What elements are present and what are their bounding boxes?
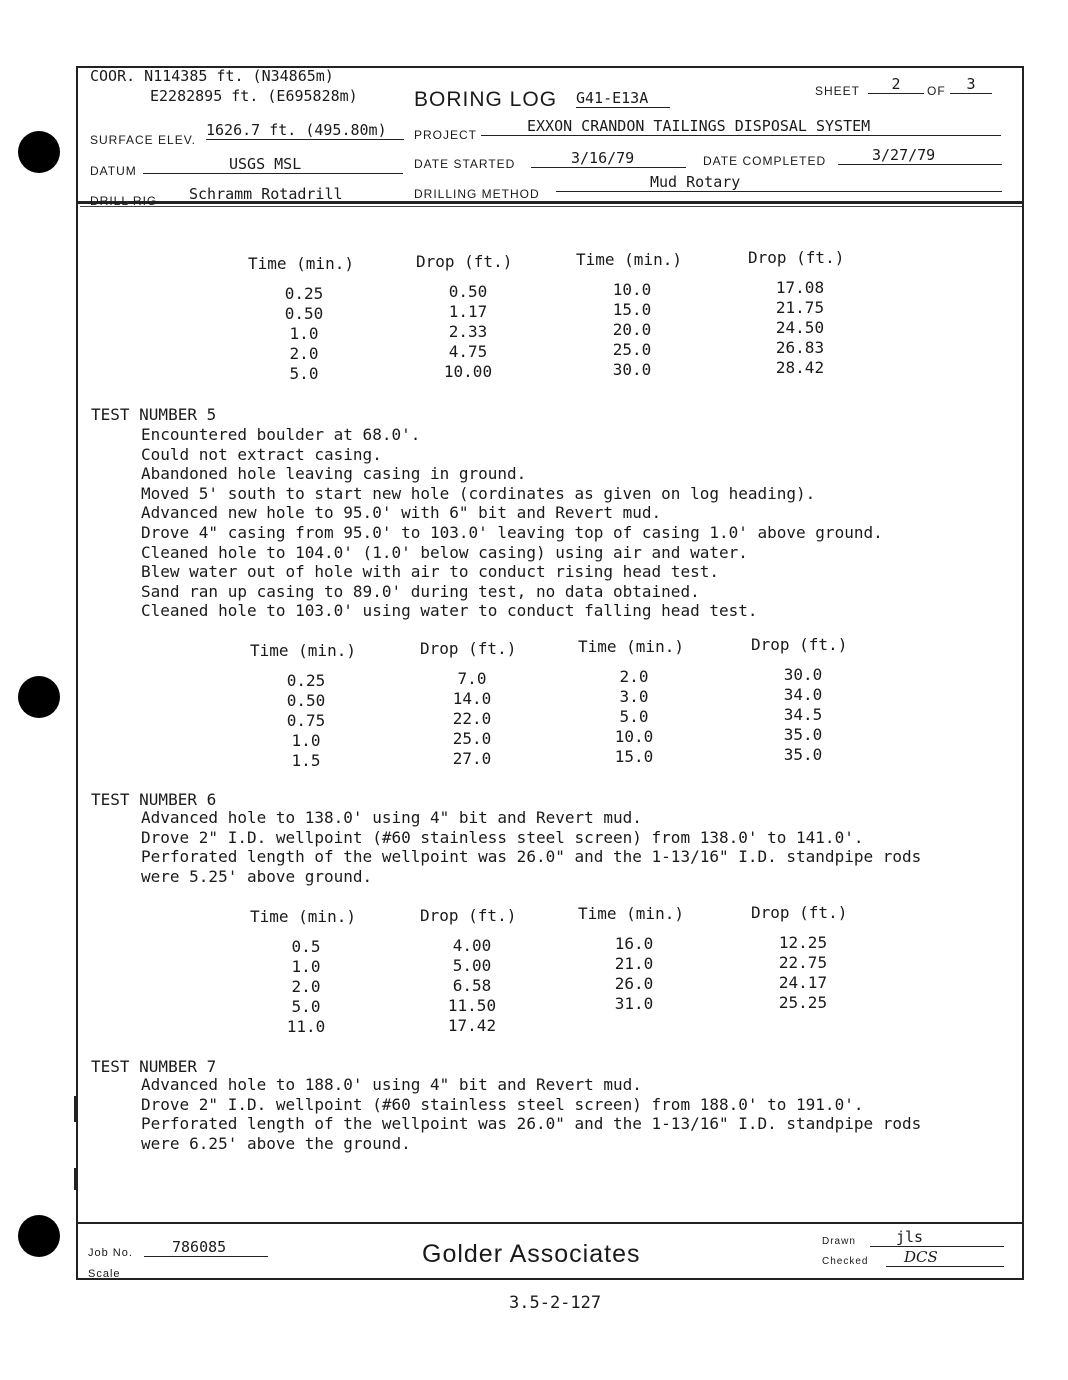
test5-line: Cleaned hole to 103.0' using water to conduct falling head test.	[141, 601, 758, 621]
table6-cell: 22.75	[778, 953, 828, 972]
surface-elev-label: SURFACE ELEV.	[90, 133, 196, 147]
table4-cell: 0.50	[448, 282, 488, 301]
table4-cell: 26.83	[775, 338, 825, 357]
table5-drop-col2	[751, 635, 855, 765]
table4-cell: 21.75	[775, 298, 825, 317]
table4-cell: 2.0	[289, 344, 319, 363]
table6-cell: 0.5	[291, 937, 321, 956]
table4-cell: 0.50	[284, 304, 324, 323]
table4-cell: 25.0	[612, 340, 652, 359]
boring-id: G41-E13A	[576, 89, 670, 108]
table4-time-header2: Time (min.)	[576, 250, 682, 269]
table6-cell: 11.0	[286, 1017, 326, 1036]
binder-hole-middle	[18, 676, 60, 718]
coordinates-east: E2282895 ft. (E695828m)	[150, 87, 358, 105]
scale-value-line	[130, 1278, 270, 1279]
table5-cell: 14.0	[452, 689, 492, 708]
sheet-total: 3	[950, 75, 992, 94]
table6-cell: 21.0	[614, 954, 654, 973]
datum-value: USGS MSL	[143, 155, 403, 174]
table4-time-col2	[576, 250, 688, 380]
test5-line: Sand ran up casing to 89.0' during test, no data obtained.	[141, 581, 700, 601]
checked-value: DCS	[886, 1248, 1004, 1267]
table5-time-col2	[578, 637, 690, 767]
table4-drop-col2	[748, 248, 852, 378]
table6-cell: 11.50	[447, 996, 497, 1015]
table6-cell: 4.00	[452, 936, 492, 955]
table5-cell: 7.0	[457, 669, 487, 688]
test5-line: Abandoned hole leaving casing in ground.	[141, 464, 527, 484]
test5-line: Could not extract casing.	[141, 444, 382, 464]
table4-time-col1	[248, 254, 360, 384]
date-started-label: DATE STARTED	[414, 157, 516, 171]
test5-line: Drove 4" casing from 95.0' to 103.0' leaving top of casing 1.0' above ground.	[141, 522, 883, 542]
drilling-method-label: DRILLING METHOD	[414, 187, 540, 201]
table4-cell: 2.33	[448, 322, 488, 341]
table6-cell: 26.0	[614, 974, 654, 993]
test6-line: Advanced hole to 138.0' using 4" bit and Revert mud.	[141, 808, 642, 827]
log-title: BORING LOG	[414, 88, 558, 111]
date-completed-label: DATE COMPLETED	[703, 154, 827, 168]
binder-hole-bottom	[18, 1215, 60, 1257]
table5-cell: 3.0	[619, 687, 649, 706]
table5-time-header2: Time (min.)	[578, 637, 684, 656]
coordinates-north: COOR. N114385 ft. (N34865m)	[90, 67, 334, 85]
test6-line: Perforated length of the wellpoint was 26.0" and the 1-13/16" I.D. standpipe rods	[141, 847, 922, 867]
project-label: PROJECT	[414, 128, 478, 142]
sheet-number: 2	[868, 75, 924, 94]
table5-cell: 22.0	[452, 709, 492, 728]
table4-cell: 17.08	[775, 278, 825, 297]
boring-id-field	[576, 89, 670, 108]
table5-cell: 35.0	[783, 745, 823, 764]
test6-line: were 5.25' above ground.	[141, 866, 373, 886]
table6-drop-header1: Drop (ft.)	[420, 906, 517, 925]
table5-drop-header2: Drop (ft.)	[751, 635, 848, 654]
table6-time-header2: Time (min.)	[578, 904, 684, 923]
table6-drop-col1	[420, 906, 524, 1036]
table5-cell: 27.0	[452, 749, 492, 768]
datum-label: DATUM	[90, 164, 137, 178]
test7-title: TEST NUMBER 7	[91, 1057, 217, 1076]
test5-line: Cleaned hole to 104.0' (1.0' below casing) using air and water.	[141, 542, 748, 562]
table5-time-header1: Time (min.)	[250, 641, 356, 660]
test5-notes	[141, 425, 883, 621]
table5-time-col1	[250, 641, 362, 771]
table5-cell: 15.0	[614, 747, 654, 766]
test7-line: were 6.25' above the ground.	[141, 1133, 411, 1153]
test6-title: TEST NUMBER 6	[91, 790, 217, 809]
test5-line: Encountered boulder at 68.0'.	[141, 425, 421, 444]
scale-label: Scale	[88, 1268, 121, 1280]
drilling-method-value: Mud Rotary	[556, 173, 1002, 192]
drawn-value: jls	[870, 1228, 1004, 1247]
date-started-value: 3/16/79	[531, 149, 686, 168]
test6-notes	[141, 808, 921, 886]
table5-cell: 0.75	[286, 711, 326, 730]
page-number: 3.5-2-127	[509, 1293, 602, 1313]
sheet-of-label: OF	[927, 84, 946, 98]
table6-cell: 6.58	[452, 976, 492, 995]
job-no-value: 786085	[144, 1238, 268, 1257]
table5-drop-col1	[420, 639, 524, 769]
table4-drop-header2: Drop (ft.)	[748, 248, 845, 267]
test5-title: TEST NUMBER 5	[91, 405, 217, 424]
table5-cell: 1.5	[291, 751, 321, 770]
table5-cell: 1.0	[291, 731, 321, 750]
table5-cell: 30.0	[783, 665, 823, 684]
surface-elev-value: 1626.7 ft. (495.80m)	[206, 121, 404, 140]
margin-mark	[74, 1096, 76, 1122]
date-completed-value: 3/27/79	[838, 146, 1002, 165]
table4-cell: 24.50	[775, 318, 825, 337]
table4-cell: 4.75	[448, 342, 488, 361]
table4-cell: 30.0	[612, 360, 652, 379]
test7-notes	[141, 1075, 921, 1153]
project-value: EXXON CRANDON TAILINGS DISPOSAL SYSTEM	[481, 117, 1001, 136]
table4-drop-col1	[416, 252, 520, 382]
table4-cell: 10.0	[612, 280, 652, 299]
table6-time-col1	[250, 907, 362, 1037]
table4-cell: 0.25	[284, 284, 324, 303]
table6-cell: 16.0	[614, 934, 654, 953]
table5-cell: 0.25	[286, 671, 326, 690]
test7-line: Advanced hole to 188.0' using 4" bit and Revert mud.	[141, 1075, 642, 1094]
table5-cell: 35.0	[783, 725, 823, 744]
table5-cell: 0.50	[286, 691, 326, 710]
table5-cell: 2.0	[619, 667, 649, 686]
table5-cell: 34.0	[783, 685, 823, 704]
table4-cell: 28.42	[775, 358, 825, 377]
table6-drop-col2	[751, 903, 855, 1013]
table4-cell: 20.0	[612, 320, 652, 339]
table6-time-header1: Time (min.)	[250, 907, 356, 926]
table5-cell: 5.0	[619, 707, 649, 726]
table6-cell: 1.0	[291, 957, 321, 976]
table5-cell: 34.5	[783, 705, 823, 724]
checked-label: Checked	[822, 1256, 869, 1267]
table4-cell: 15.0	[612, 300, 652, 319]
table6-cell: 24.17	[778, 973, 828, 992]
company-name: Golder Associates	[422, 1240, 641, 1268]
margin-mark	[74, 1168, 76, 1190]
table4-cell: 1.0	[289, 324, 319, 343]
table4-time-header1: Time (min.)	[248, 254, 354, 273]
table6-cell: 17.42	[447, 1016, 497, 1035]
table6-cell: 12.25	[778, 933, 828, 952]
table6-drop-header2: Drop (ft.)	[751, 903, 848, 922]
test7-line: Drove 2" I.D. wellpoint (#60 stainless steel screen) from 188.0' to 191.0'.	[141, 1094, 864, 1114]
table6-cell: 31.0	[614, 994, 654, 1013]
sheet-label: SHEET	[815, 84, 861, 98]
table4-cell: 5.0	[289, 364, 319, 383]
drill-rig-value: Schramm Rotadrill	[169, 185, 403, 204]
table4-cell: 10.00	[443, 362, 493, 381]
header-divider-inner	[80, 206, 1022, 207]
test5-line: Moved 5' south to start new hole (cordinates as given on log heading).	[141, 483, 816, 503]
test5-line: Blew water out of hole with air to conduct rising head test.	[141, 562, 719, 582]
table6-cell: 2.0	[291, 977, 321, 996]
table6-time-col2	[578, 904, 690, 1014]
table5-drop-header1: Drop (ft.)	[420, 639, 517, 658]
table4-drop-header1: Drop (ft.)	[416, 252, 513, 271]
table6-cell: 5.0	[291, 997, 321, 1016]
footer-divider	[76, 1222, 1022, 1224]
drill-rig-label: DRILL RIG	[90, 194, 158, 208]
table6-cell: 25.25	[778, 993, 828, 1012]
job-no-label: Job No.	[88, 1247, 133, 1259]
drawn-label: Drawn	[822, 1236, 856, 1247]
table5-cell: 10.0	[614, 727, 654, 746]
binder-hole-top	[18, 131, 60, 173]
test5-line: Advanced new hole to 95.0' with 6" bit and Revert mud.	[141, 503, 662, 523]
table5-cell: 25.0	[452, 729, 492, 748]
test6-line: Drove 2" I.D. wellpoint (#60 stainless steel screen) from 138.0' to 141.0'.	[141, 827, 864, 847]
table6-cell: 5.00	[452, 956, 492, 975]
table4-cell: 1.17	[448, 302, 488, 321]
test7-line: Perforated length of the wellpoint was 26.0" and the 1-13/16" I.D. standpipe rods	[141, 1114, 922, 1134]
